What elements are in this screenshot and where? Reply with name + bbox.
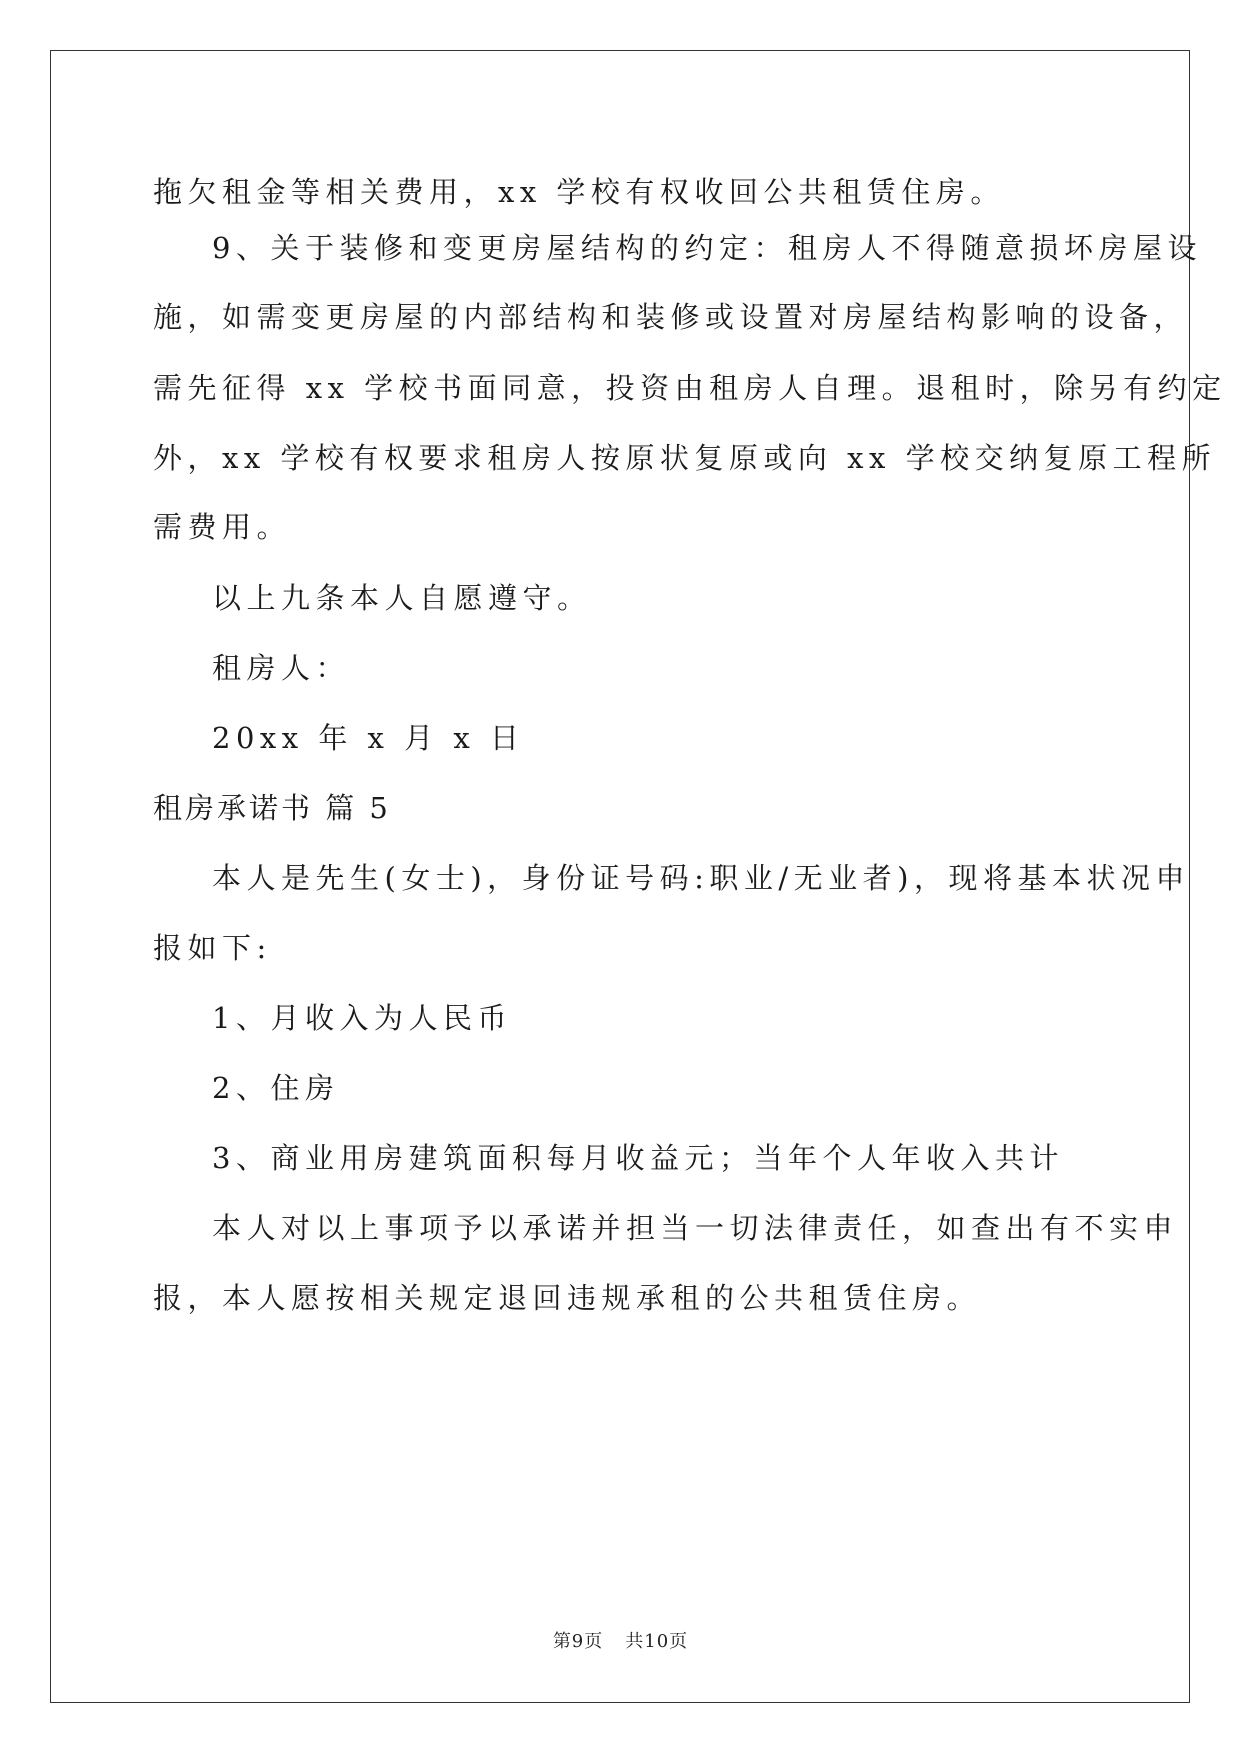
list-item: 3、商业用房建筑面积每月收益元；当年个人年收入共计 [212,1141,1064,1175]
page-number-current: 第9页 [552,1631,604,1652]
date-line: 20xx 年 x 月 x 日 [212,721,525,755]
signer-label: 租房人： [212,651,351,685]
text-line: 本人是先生(女士)，身份证号码:职业/无业者)，现将基本状况申 [212,861,1190,895]
text-line: 9、关于装修和变更房屋结构的约定：租房人不得随意损坏房屋设 [212,231,1202,265]
text-line: 外，xx 学校有权要求租房人按原状复原或向 xx 学校交纳复原工程所 [153,441,1217,475]
text-line: 以上九条本人自愿遵守。 [212,581,592,615]
text-line: 本人对以上事项予以承诺并担当一切法律责任，如查出有不实申 [212,1211,1179,1245]
page-footer [0,1630,1241,1654]
list-item: 1、月收入为人民币 [212,1001,512,1035]
text-line: 报，本人愿按相关规定退回违规承租的公共租赁住房。 [153,1281,982,1315]
text-line: 需费用。 [153,510,292,544]
section-heading: 租房承诺书 篇 5 [153,791,391,825]
text-line: 报如下: [153,931,272,965]
page-number-total: 共10页 [625,1631,689,1652]
text-line: 施，如需变更房屋的内部结构和装修或设置对房屋结构影响的设备， [153,300,1189,334]
list-item: 2、住房 [212,1071,340,1105]
text-line: 需先征得 xx 学校书面同意，投资由租房人自理。退租时，除另有约定 [153,371,1227,405]
text-line: 拖欠租金等相关费用，xx 学校有权收回公共租赁住房。 [153,175,1005,209]
